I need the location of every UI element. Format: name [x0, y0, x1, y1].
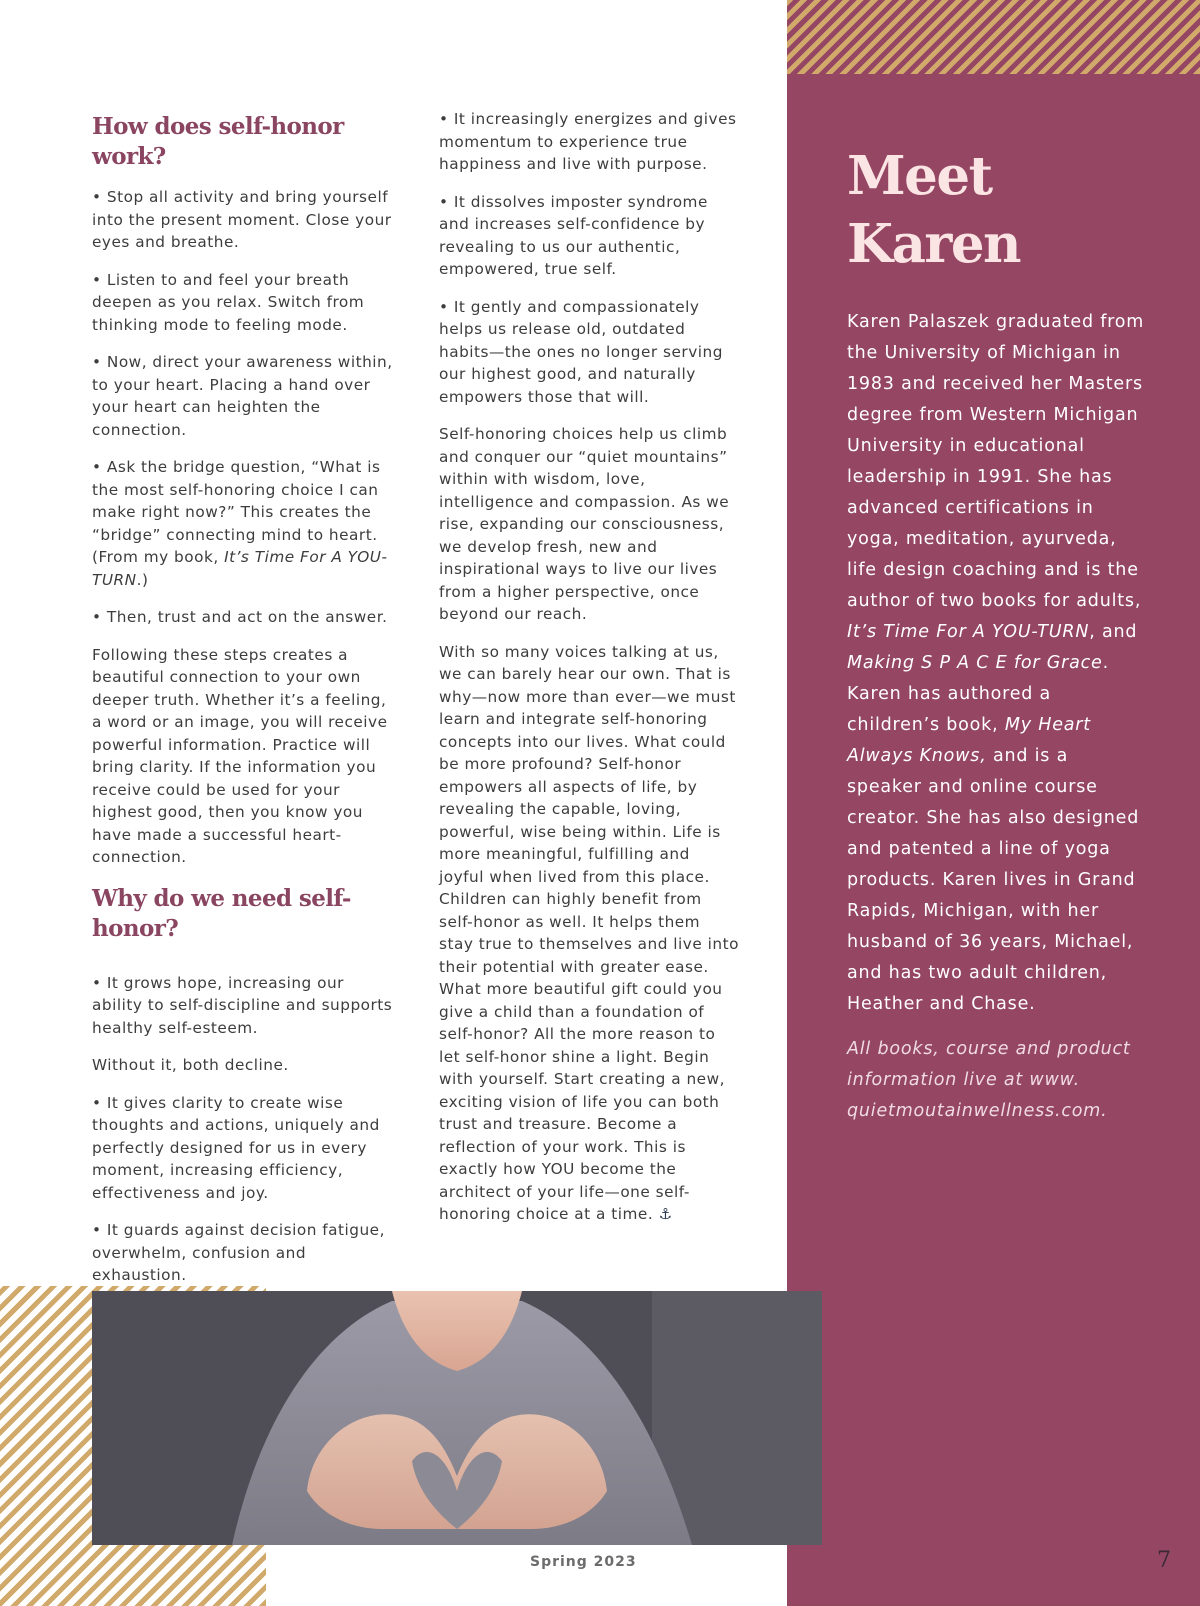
benefit-2: • It gives clarity to create wise thoughts and actions, uniquely and perfectly designed for us in every moment, increasing efficiency, effectiveness and joy.	[92, 1093, 380, 1202]
article-column-right	[439, 108, 739, 1241]
anchor-icon: ⚓	[658, 1205, 673, 1223]
paragraph-choices: Self-honoring choices help us climb and conquer our “quiet mountains” within with wisdom, love, intelligence and compassion. As we rise, expanding our consciousness, we develop fresh, new and inspirational ways to live our lives from a higher perspective, once beyond our reach.	[439, 425, 730, 623]
section-heading-how: How does self-honor work?	[92, 113, 344, 170]
steps-summary: Following these steps creates a beautiful connection to your own deeper truth. Whether it’s a feeling, a word or an image, you will receive powerful information. Practice will bring clarity. If the information you receive could be used for your highest good, then you know you have made a successful heart-connection.	[92, 645, 388, 866]
book-title: It’s Time For A YOU-TURN	[92, 548, 388, 589]
benefit-6: • It gently and compassionately helps us release old, outdated habits—the ones no longer serving our highest good, and naturally empowers those that will.	[439, 297, 723, 406]
benefit-5: • It dissolves imposter syndrome and increases self-confidence by revealing to us our authentic, empowered, true self.	[439, 192, 708, 278]
photo-illustration	[92, 1291, 822, 1545]
benefit-1-note: Without it, both decline.	[92, 1056, 289, 1074]
section-heading-why: Why do we need self-honor?	[92, 884, 351, 942]
step-1: • Stop all activity and bring yourself into the present moment. Close your eyes and breathe.	[92, 188, 392, 251]
issue-label: Spring 2023	[530, 1554, 637, 1570]
sidebar-title: Meet Karen	[847, 145, 1021, 275]
step-5: • Then, trust and act on the answer.	[92, 608, 388, 626]
book-title-1: It’s Time For A YOU-TURN	[847, 622, 1090, 642]
step-4: • Ask the bridge question, “What is the most self-honoring choice I can make right now?” This creates the “bridge” connecting mind to heart. (From my book, It’s Time For A YOU-TURN.)	[92, 458, 388, 589]
article-column-left	[92, 108, 394, 1302]
benefit-1: • It grows hope, increasing our ability to self-discipline and supports healthy self-esteem.	[92, 973, 393, 1037]
step-2: • Listen to and feel your breath deepen as you relax. Switch from thinking mode to feeling mode.	[92, 270, 365, 334]
author-bio	[847, 307, 1147, 1141]
paragraph-voices: With so many voices talking at us, we can barely hear our own. That is why—now more than ever—we must learn and integrate self-honoring concepts into our lives. What could be more profound? Self-honor empowers all aspects of life, by revealing the capable, loving, powerful, wise being within. Life is more meaningful, fulfilling and joyful when lived from this place. Children can highly benefit from self-honor as well. It helps them stay true to themselves and live into their potential with greater ease. What more beautiful gift could you give a child than a foundation of self-honor? All the more reason to let self-honor shine a light. Begin with yourself. Start creating a new, exciting vision of life you can both trust and treasure. Become a reflection of your work. This is exactly how YOU become the architect of your life—one self-honoring choice at a time. ⚓	[439, 642, 739, 1223]
step-3: • Now, direct your awareness within, to your heart. Placing a hand over your heart can heighten the connection.	[92, 353, 393, 439]
heart-hands-photo	[92, 1291, 822, 1545]
book-title-3: My Heart Always Knows,	[847, 715, 1091, 766]
page-number: 7	[1157, 1548, 1171, 1573]
info-note: All books, course and product information live at www. quietmoutainwellness.com.	[847, 1039, 1131, 1121]
benefit-4: • It increasingly energizes and gives momentum to experience true happiness and live with purpose.	[439, 110, 737, 173]
book-title-2: Making S P A C E for Grace	[847, 653, 1103, 673]
bio-paragraph: Karen Palaszek graduated from the University of Michigan in 1983 and received her Masters degree from Western Michigan University in educational leadership in 1991. She has advanced certifications in yoga, meditation, ayurveda, life design coaching and is the author of two books for adults, It’s Time For A YOU-TURN, and Making S P A C E for Grace. Karen has authored a children’s book, My Heart Always Knows, and is a speaker and online course creator. She has also designed and patented a line of yoga products. Karen lives in Grand Rapids, Michigan, with her husband of 36 years, Michael, and has two adult children, Heather and Chase.	[847, 312, 1145, 1014]
decorative-stripes-top-right	[787, 0, 1200, 74]
benefit-3: • It guards against decision fatigue, overwhelm, confusion and exhaustion.	[92, 1221, 385, 1284]
